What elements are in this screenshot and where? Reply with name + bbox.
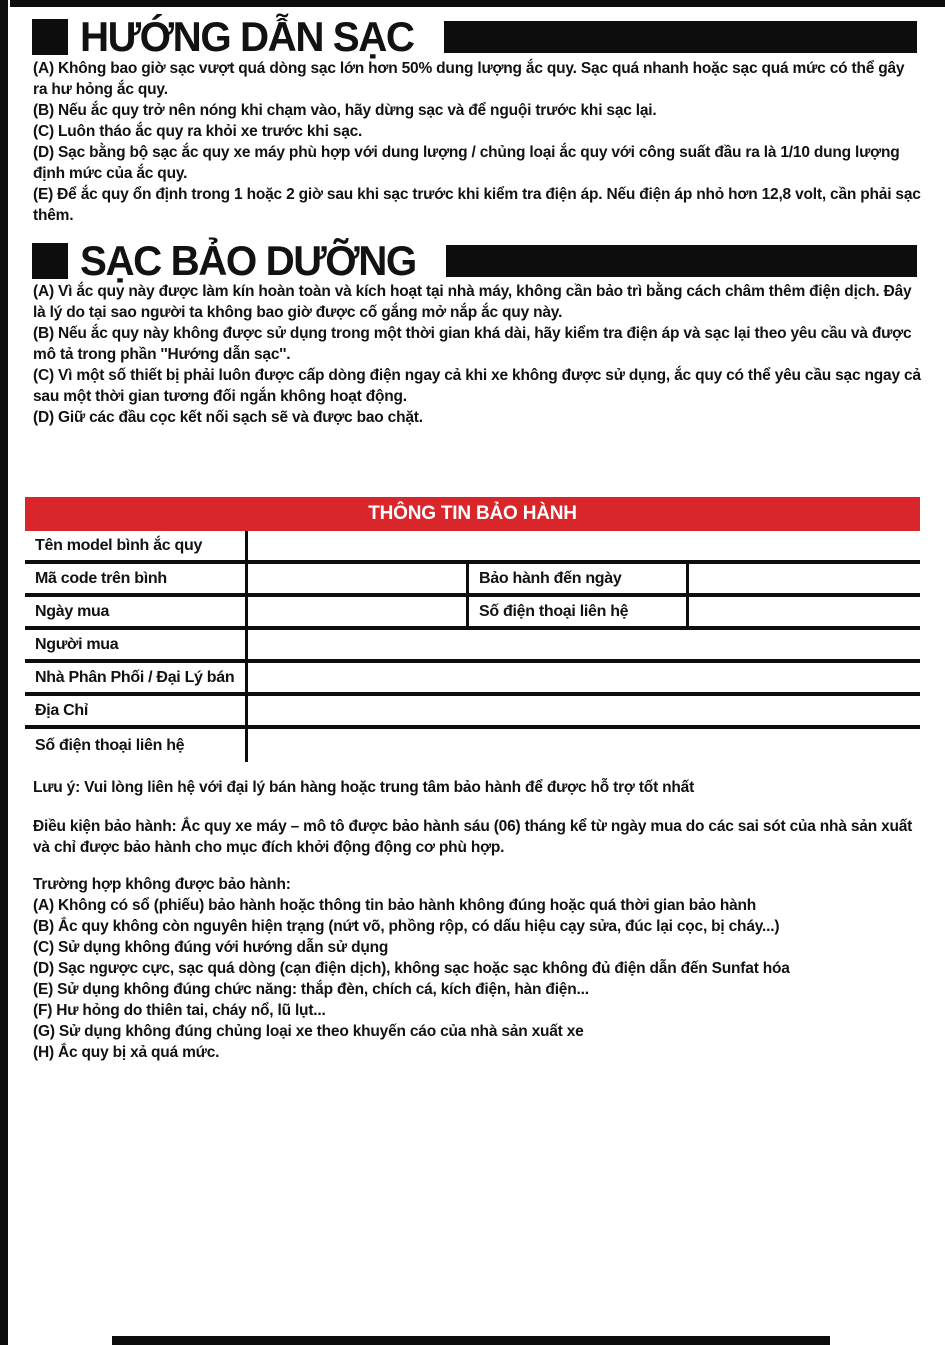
row-value-blank bbox=[248, 531, 920, 560]
square-bullet-icon bbox=[32, 19, 68, 55]
row-value-blank bbox=[248, 597, 469, 626]
paragraph: (C) Vì một số thiết bị phải luôn được cấp dòng điện ngay cả khi xe không được sử dụng, ắc quy có thể yêu cầu sạc ngay cả sau một thời gian tương đối ngắn không hoạt động. bbox=[33, 367, 921, 405]
exclusion-item: (A) Không có sổ (phiếu) bảo hành hoặc thông tin bảo hành không đúng hoặc quá thời gian bảo hành bbox=[33, 897, 757, 914]
table-row bbox=[25, 564, 920, 597]
paragraph: (D) Sạc bằng bộ sạc ắc quy xe máy phù hợp với dung lượng / chủng loại ắc quy với công suất đầu ra là 1/10 dung lượng định mức của ắc quy. bbox=[33, 144, 900, 182]
table-row bbox=[25, 597, 920, 630]
row-label: Số điện thoại liên hệ bbox=[469, 597, 689, 626]
exclusion-item: (F) Hư hỏng do thiên tai, cháy nổ, lũ lụt... bbox=[33, 1002, 326, 1019]
paragraph: (E) Để ắc quy ổn định trong 1 hoặc 2 giờ sau khi sạc trước khi kiểm tra điện áp. Nếu điện áp nhỏ hơn 12,8 volt, cần phải sạc thêm. bbox=[33, 186, 921, 224]
exclusion-item: (H) Ắc quy bị xả quá mức. bbox=[33, 1044, 220, 1061]
warranty-table-header: THÔNG TIN BẢO HÀNH bbox=[25, 497, 920, 531]
row-label: Người mua bbox=[25, 630, 248, 659]
row-label: Số điện thoại liên hệ bbox=[25, 729, 248, 762]
exclusion-item: (B) Ắc quy không còn nguyên hiện trạng (nứt võ, phồng rộp, có dấu hiệu cạy sửa, đúc lại cọc, bị cháy...) bbox=[33, 918, 780, 935]
page-top-rule bbox=[10, 0, 945, 7]
table-row bbox=[25, 663, 920, 696]
paragraph: (A) Vì ắc quy này được làm kín hoàn toàn và kích hoạt tại nhà máy, không cần bảo trì bằng cách châm thêm điện dịch. Đây là lý do tại sao người ta không bao giờ được cố gắng mở nắp ắc quy này. bbox=[33, 283, 912, 321]
row-value-blank bbox=[689, 564, 920, 593]
table-row bbox=[25, 696, 920, 729]
exclusion-item: (G) Sử dụng không đúng chủng loại xe theo khuyến cáo của nhà sản xuất xe bbox=[33, 1023, 584, 1040]
row-value-blank bbox=[689, 597, 920, 626]
row-value-blank bbox=[248, 729, 920, 762]
table-row bbox=[25, 531, 920, 564]
section-header-maintenance bbox=[32, 237, 917, 284]
exclusion-item: (E) Sử dụng không đúng chức năng: thắp đèn, chích cá, kích điện, hàn điện... bbox=[33, 981, 589, 998]
row-label: Ngày mua bbox=[25, 597, 248, 626]
table-row bbox=[25, 729, 920, 762]
maintenance-instructions bbox=[33, 281, 922, 428]
row-label: Nhà Phân Phối / Đại Lý bán bbox=[25, 663, 248, 692]
section-header-charging bbox=[32, 13, 917, 60]
header-rule-bar bbox=[444, 21, 917, 53]
page-left-rule bbox=[0, 0, 8, 1345]
charging-instructions bbox=[33, 58, 922, 226]
row-value-blank bbox=[248, 630, 920, 659]
row-label: Địa Chỉ bbox=[25, 696, 248, 725]
paragraph: (B) Nếu ắc quy này không được sử dụng trong một thời gian khá dài, hãy kiểm tra điện áp và sạc lại theo yêu cầu và được mô tả trong phần ''Hướng dẫn sạc''. bbox=[33, 325, 912, 363]
warranty-conditions: Điều kiện bảo hành: Ắc quy xe máy – mô tô được bảo hành sáu (06) tháng kể từ ngày mua do các sai sót của nhà sản xuất và chỉ được bảo hành cho mục đích khởi động động cơ phù hợp. bbox=[33, 818, 913, 856]
paragraph: (A) Không bao giờ sạc vượt quá dòng sạc lớn hơn 50% dung lượng ắc quy. Sạc quá nhanh hoặc sạc quá mức có thể gây ra hư hỏng ắc quy. bbox=[33, 60, 905, 98]
row-label: Mã code trên bình bbox=[25, 564, 248, 593]
exclusion-item: (D) Sạc ngược cực, sạc quá dòng (cạn điện dịch), không sạc hoặc sạc không đủ điện dẫn đến Sunfat hóa bbox=[33, 960, 790, 977]
table-row bbox=[25, 630, 920, 663]
square-bullet-icon bbox=[32, 243, 68, 279]
row-label: Tên model bình ắc quy bbox=[25, 531, 248, 560]
row-value-blank bbox=[248, 696, 920, 725]
section-title-charging: HƯỚNG DẪN SẠC bbox=[80, 13, 414, 60]
row-value-blank bbox=[248, 564, 469, 593]
note-line: Lưu ý: Vui lòng liên hệ với đại lý bán hàng hoặc trung tâm bảo hành để được hỗ trợ tốt nhất bbox=[33, 779, 695, 796]
paragraph: (B) Nếu ắc quy trở nên nóng khi chạm vào, hãy dừng sạc và để nguội trước khi sạc lại. bbox=[33, 102, 657, 119]
page-bottom-rule bbox=[112, 1336, 830, 1345]
warranty-notes bbox=[33, 777, 922, 1063]
section-title-maintenance: SẠC BẢO DƯỠNG bbox=[80, 237, 416, 284]
header-rule-bar bbox=[446, 245, 917, 277]
paragraph: (C) Luôn tháo ắc quy ra khỏi xe trước khi sạc. bbox=[33, 123, 363, 140]
exclusions-title: Trường hợp không được bảo hành: bbox=[33, 876, 291, 893]
row-value-blank bbox=[248, 663, 920, 692]
warranty-info-table bbox=[25, 497, 920, 762]
row-label: Bảo hành đến ngày bbox=[469, 564, 689, 593]
paragraph: (D) Giữ các đầu cọc kết nối sạch sẽ và được bao chặt. bbox=[33, 409, 423, 426]
exclusion-item: (C) Sử dụng không đúng với hướng dẫn sử dụng bbox=[33, 939, 389, 956]
